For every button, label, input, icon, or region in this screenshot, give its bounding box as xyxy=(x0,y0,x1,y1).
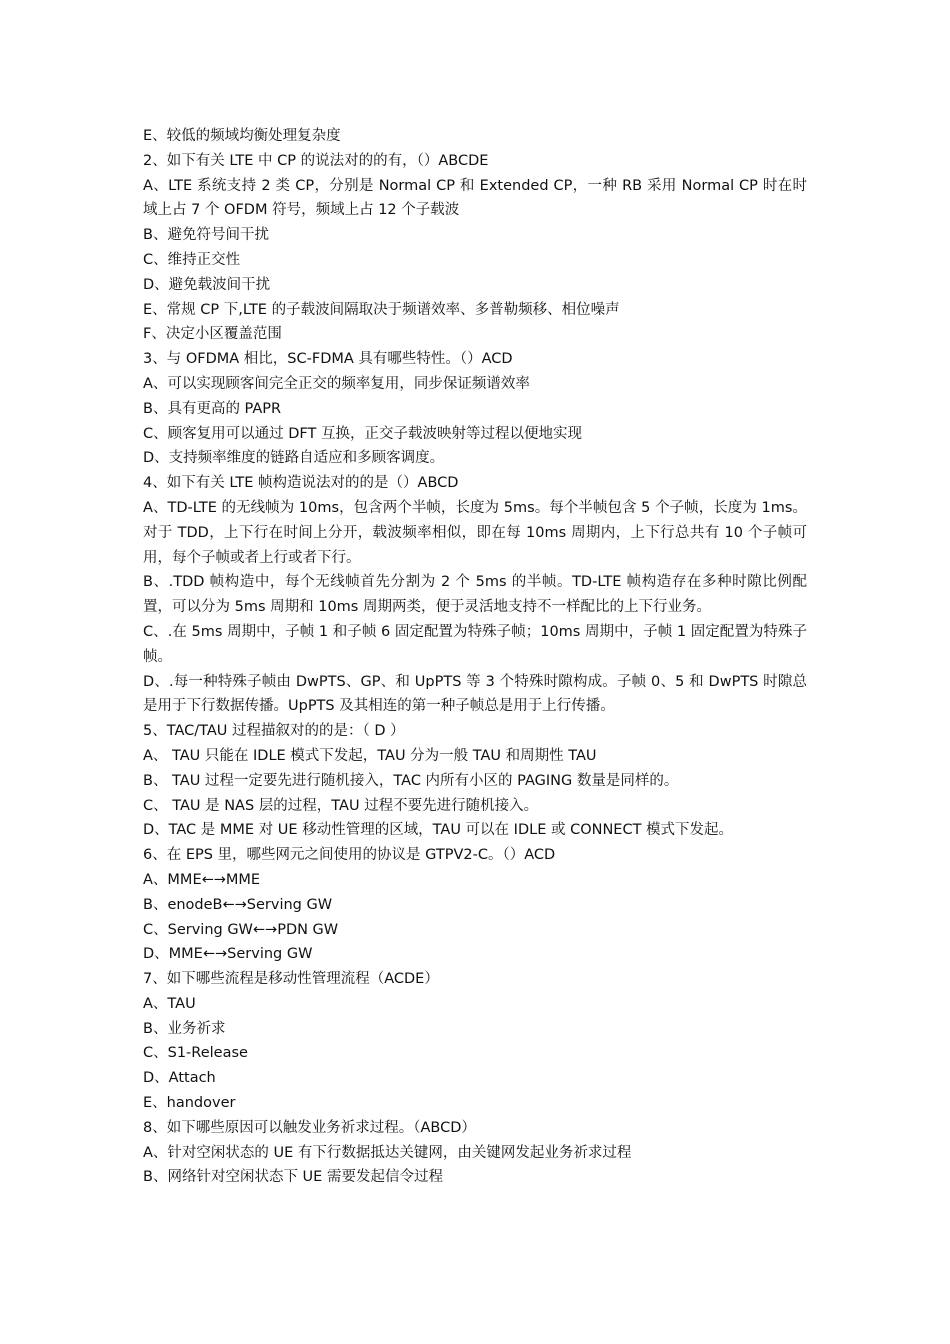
question-3-line: 3、与 OFDMA 相比，SC-FDMA 具有哪些特性。（）ACD xyxy=(143,351,513,368)
option-c-line: C、顾客复用可以通过 DFT 互换，正交子载波映射等过程以便地实现 xyxy=(143,425,582,442)
option-c-line: C、维持正交性 xyxy=(143,251,241,268)
option-a-line: A、可以实现顾客间完全正交的频率复用，同步保证频谱效率 xyxy=(143,375,530,392)
option-a-line: A、 TAU 只能在 IDLE 模式下发起，TAU 分为一般 TAU 和周期性 TAU xyxy=(143,747,597,764)
option-c-line: C、Serving GW←→PDN GW xyxy=(143,921,339,938)
option-c-line: C、 TAU 是 NAS 层的过程，TAU 过程不要先进行随机接入。 xyxy=(143,797,539,814)
option-b-line: B、网络针对空闲状态下 UE 需要发起信令过程 xyxy=(143,1169,443,1186)
option-b-line: B、避免符号间干扰 xyxy=(143,227,269,244)
option-d-line: D、MME←→Serving GW xyxy=(143,946,313,963)
question-8-line: 8、如下哪些原因可以触发业务祈求过程。（ABCD） xyxy=(143,1119,476,1136)
question-7-line: 7、如下哪些流程是移动性管理流程（ACDE） xyxy=(143,971,439,988)
option-a-line: A、TAU xyxy=(143,995,196,1012)
question-2-line: 2、如下有关 LTE 中 CP 的说法对的的有，（）ABCDE xyxy=(143,152,489,169)
option-d-line: D、支持频率维度的链路自适应和多顾客调度。 xyxy=(143,450,445,467)
option-b-line: B、enodeB←→Serving GW xyxy=(143,896,333,913)
option-c-line: C、S1-Release xyxy=(143,1045,248,1062)
option-b-line: B、 TAU 过程一定要先进行随机接入，TAC 内所有小区的 PAGING 数量是同样的。 xyxy=(143,772,679,789)
option-d-line: D、Attach xyxy=(143,1070,216,1087)
question-4-line: 4、如下有关 LTE 帧构造说法对的的是（）ABCD xyxy=(143,475,459,492)
option-d-line: D、避免载波间干扰 xyxy=(143,276,271,293)
option-a-line: A、MME←→MME xyxy=(143,871,261,888)
option-b-line: B、具有更高的 PAPR xyxy=(143,400,282,417)
option-e-line: E、常规 CP 下,LTE 的子载波间隔取决于频谱效率、多普勒频移、相位噪声 xyxy=(143,301,620,318)
option-e-line: E、较低的频域均衡处理复杂度 xyxy=(143,128,341,144)
question-5-line: 5、TAC/TAU 过程描叙对的的是：（ D ） xyxy=(143,723,405,740)
option-a-line: A、TD-LTE 的无线帧为 10ms，包含两个半帧，长度为 5ms。每个半帧包含 5 个子帧，长度为 1ms。对于 TDD，上下行在时间上分开，载波频率相似，即在每 10ms 周期内，上下行总共有 10 个子帧可用，每个子帧或者上行或者下行。 xyxy=(143,499,807,566)
option-d-line: D、.每一种特殊子帧由 DwPTS、GP、和 UpPTS 等 3 个特殊时隙构成。子帧 0、5 和 DwPTS 时隙总是用于下行数据传播。UpPTS 及其相连的第一种子帧总是用于上行传播。 xyxy=(143,673,807,715)
option-c-line: C、.在 5ms 周期中，子帧 1 和子帧 6 固定配置为特殊子帧；10ms 周期中，子帧 1 固定配置为特殊子帧。 xyxy=(143,623,807,665)
option-b-line: B、业务祈求 xyxy=(143,1020,226,1037)
option-a-line: A、LTE 系统支持 2 类 CP，分别是 Normal CP 和 Extended CP，一种 RB 采用 Normal CP 时在时域上占 7 个 OFDM 符号，频域上占 12 个子载波 xyxy=(143,177,807,219)
question-6-line: 6、在 EPS 里，哪些网元之间使用的协议是 GTPV2-C。（）ACD xyxy=(143,847,556,864)
option-d-line: D、TAC 是 MME 对 UE 移动性管理的区域，TAU 可以在 IDLE 或 CONNECT 模式下发起。 xyxy=(143,822,734,839)
option-f-line: F、决定小区覆盖范围 xyxy=(143,326,282,343)
document-body xyxy=(143,124,807,1190)
option-e-line: E、handover xyxy=(143,1095,236,1112)
option-b-line: B、.TDD 帧构造中，每个无线帧首先分割为 2 个 5ms 的半帧。TD-LTE 帧构造存在多种时隙比例配置，可以分为 5ms 周期和 10ms 周期两类，便于灵活地支持不一样配比的上下行业务。 xyxy=(143,574,807,616)
option-a-line: A、针对空闲状态的 UE 有下行数据抵达关键网，由关键网发起业务祈求过程 xyxy=(143,1144,632,1161)
